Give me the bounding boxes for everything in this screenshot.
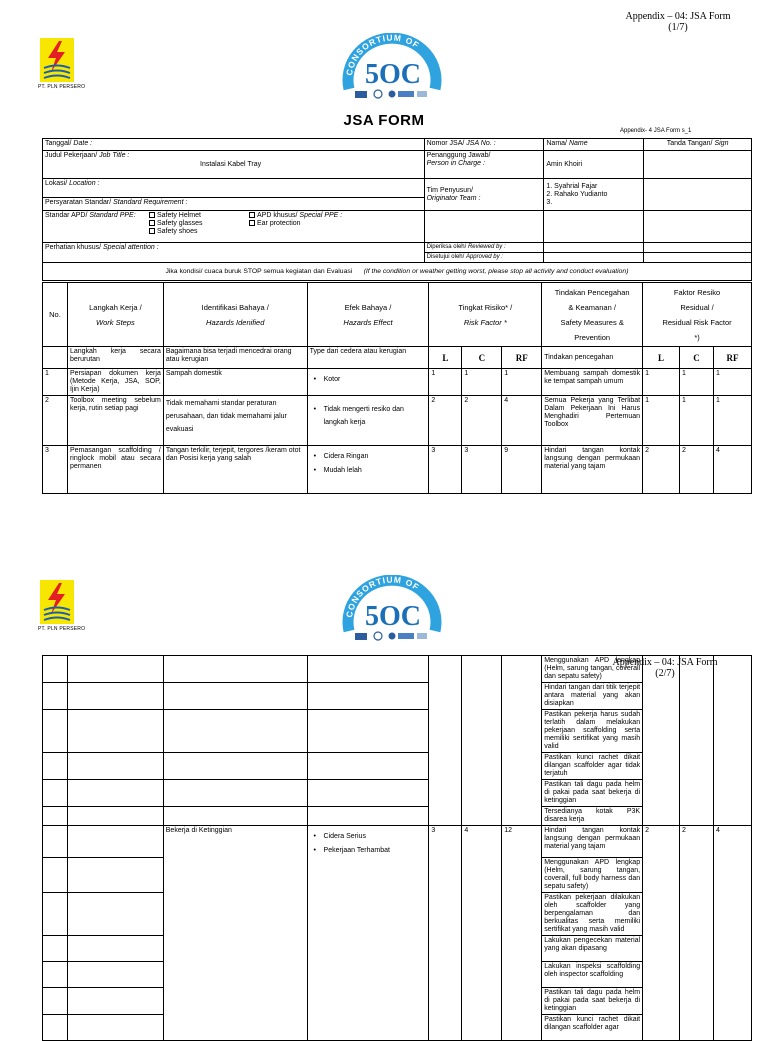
row-l: 3 xyxy=(429,446,462,494)
apd-item-ear[interactable] xyxy=(249,220,342,228)
tim-member-1: 1. Syahrial Fajar xyxy=(546,182,598,190)
col-no: No. xyxy=(43,283,68,347)
pj-value: Amin Khoiri xyxy=(544,151,644,179)
pln-logo-2 xyxy=(40,580,74,624)
blank-cell xyxy=(43,936,68,962)
jsa-table-page2 xyxy=(42,655,752,1041)
apd-item-label: Ear protection xyxy=(257,220,301,227)
consortium-logo-2 xyxy=(337,575,447,647)
lightning-bolt-icon xyxy=(40,38,74,82)
nama-label-en: Name xyxy=(568,140,588,147)
sub-efek: Type dari cedera atau kerugian xyxy=(307,347,429,369)
blank-cell xyxy=(163,807,307,826)
row-rf2: 1 xyxy=(713,369,751,396)
tim-sign xyxy=(644,179,752,211)
effect-item: • Cidera Ringan xyxy=(314,453,427,461)
action-item: Pastikan kunci rachet dikait dilangan scaffolder agar tidak terjatuh xyxy=(542,753,643,780)
nomor-label: Nomor JSA/ xyxy=(426,140,467,147)
row-l2: 1 xyxy=(643,396,680,446)
blank-cell xyxy=(43,753,68,780)
blank-cell xyxy=(43,893,68,936)
col-identifikasi-en: Hazards Idenified xyxy=(206,317,265,327)
lokasi-label-en: Location : xyxy=(69,180,100,187)
perhatian-label-en: Special attention : xyxy=(102,244,159,251)
row-hazard: Tidak memahami standar peraturan perusahaan, dan tidak memahami jalur evakuasi xyxy=(163,396,307,446)
table-row xyxy=(43,396,752,446)
nomor-cell xyxy=(424,139,544,151)
row-l2: 2 xyxy=(643,446,680,494)
blank-cell xyxy=(644,253,752,263)
tim-member-2: 2. Rahako Yudianto xyxy=(546,190,608,198)
effect-item: • Kotor xyxy=(314,376,427,384)
sub-tindakan: Tindakan pencegahan xyxy=(542,347,643,369)
persyaratan-label-en: Standard Requirement : xyxy=(113,199,188,206)
col-identifikasi-id: Identifikasi Bahaya / xyxy=(201,302,269,312)
blank-cell xyxy=(307,656,429,683)
consortium-logo xyxy=(337,33,447,105)
blank-cell xyxy=(67,988,163,1015)
blank-cell xyxy=(67,962,163,988)
soc-text: 5OC xyxy=(365,59,421,90)
nama-label: Nama/ xyxy=(546,140,569,147)
col-tindakan-4: Prevention xyxy=(574,332,611,342)
col-efek xyxy=(307,283,429,347)
blank-cell xyxy=(544,253,644,263)
blank-cell xyxy=(163,753,307,780)
blank-cell xyxy=(713,656,751,826)
apd-label-en: Standard PPE: xyxy=(89,212,136,219)
soc-text-2: 5OC xyxy=(365,601,421,632)
blank-cell xyxy=(67,683,163,710)
sub-rf: RF xyxy=(502,347,542,369)
col-tingkat xyxy=(429,283,542,347)
blank-cell xyxy=(43,962,68,988)
action-item: Lakukan inspeksi scaffolding oleh inspector scaffolding xyxy=(542,962,643,988)
col-tindakan-1: Tindakan Pencegahan xyxy=(554,287,630,297)
action-item: Menggunakan APD lengkap (Helm, sarung tangan, coverall dan sepatu safety) xyxy=(542,656,643,683)
blank-cell xyxy=(43,858,68,893)
blank-cell xyxy=(67,710,163,753)
disetujui-label-en: Approved by : xyxy=(465,254,503,260)
blank-cell xyxy=(643,656,680,826)
blank-cell xyxy=(43,710,68,753)
apd-item-label: Safety Helmet xyxy=(157,212,201,219)
table-row xyxy=(43,369,752,396)
row-no: 3 xyxy=(43,446,68,494)
warning-row xyxy=(43,263,752,281)
col-faktor-4: *) xyxy=(694,332,700,342)
perhatian-cell xyxy=(43,243,425,263)
row-l2: 2 xyxy=(643,826,680,1041)
tanggal-label-en: Date : xyxy=(73,140,93,147)
blank-cell xyxy=(163,683,307,710)
col-tingkat-id: Tingkat Risiko* / xyxy=(458,302,513,312)
checkbox[interactable] xyxy=(149,212,155,218)
apd-item-label: Safety glasses xyxy=(157,220,203,227)
col-faktor-2: Residual / xyxy=(680,302,714,312)
row-action: Membuang sampah domestik ke tempat sampah umum xyxy=(542,369,643,396)
row-rf: 1 xyxy=(502,369,542,396)
row-hazard: Sampah domestik xyxy=(163,369,307,396)
row-step: Toolbox meeting sebelum kerja, rutin setiap pagi xyxy=(67,396,163,446)
blank-cell xyxy=(43,988,68,1015)
persyaratan-label: Persyaratan Standar/ xyxy=(45,199,114,206)
appendix-title-2: Appendix – 04: JSA Form xyxy=(612,657,718,668)
blank-cell xyxy=(307,780,429,807)
col-tindakan-2: & Keamanan / xyxy=(568,302,616,312)
blank-cell xyxy=(43,656,68,683)
row-no: 2 xyxy=(43,396,68,446)
col-langkah xyxy=(67,283,163,347)
row-c2: 1 xyxy=(680,369,714,396)
tim-label: Tim Penyusun/ xyxy=(426,186,474,194)
pln-logo xyxy=(40,38,74,82)
row-step: Persiapan dokumen kerja (Metode Kerja, JSA, SOP, Ijin Kerja) xyxy=(67,369,163,396)
pj-label-en: Person in Charge : xyxy=(426,160,485,167)
row-c: 2 xyxy=(462,396,502,446)
consortium-seal-icon xyxy=(337,575,447,647)
row-l: 2 xyxy=(429,396,462,446)
row-l: 3 xyxy=(429,826,462,1041)
blank-cell xyxy=(462,656,502,826)
appendix-ref: Appendix- 4 JSA Form s_1 xyxy=(620,128,692,134)
row-c: 1 xyxy=(462,369,502,396)
col-faktor-1: Faktor Resiko xyxy=(673,287,721,297)
col-langkah-en: Work Steps xyxy=(96,317,135,327)
tanggal-cell xyxy=(43,139,425,151)
tanggal-label: Tanggal/ xyxy=(45,140,74,147)
lightning-bolt-icon xyxy=(40,580,74,624)
action-item: Hindari tangan dari titik terjepit antara material yang akan disiapkan xyxy=(542,683,643,710)
action-item: Pastikan tali dagu pada helm di pakai pada saat bekerja di ketinggian xyxy=(542,988,643,1015)
tim-cell xyxy=(424,179,544,211)
blank-cell xyxy=(163,710,307,753)
judul-label-en: Job Title : xyxy=(99,152,130,159)
col-efek-en: Hazards Effect xyxy=(343,317,393,327)
blank-cell xyxy=(67,753,163,780)
judul-cell xyxy=(43,151,425,179)
blank-cell xyxy=(544,243,644,253)
effect-item: • Pekerjaan Terhambat xyxy=(314,847,427,855)
tim-label-en: Originator Team : xyxy=(426,194,481,202)
blank-cell xyxy=(43,807,68,826)
col-tindakan xyxy=(542,283,643,347)
action-item: Pastikan pekerja harus sudah terlatih dalam melakukan pekerjaan scaffolding serta memiliki sertifikat yang masih valid xyxy=(542,710,643,753)
row-action: Semua Pekerja yang Terlibat Dalam Pekerjaan Ini Harus Menghadiri Pertemuan Toolbox xyxy=(542,396,643,446)
effect-item: • Tidak mengerti resiko dan langkah kerja xyxy=(314,403,427,429)
row-rf: 12 xyxy=(502,826,542,1041)
row-rf: 9 xyxy=(502,446,542,494)
blank-cell xyxy=(67,807,163,826)
blank-cell xyxy=(680,656,714,826)
apd-khusus-label: APD khusus/ xyxy=(257,212,300,219)
sub-l: L xyxy=(429,347,462,369)
action-item: Lakukan pengecekan material yang akan dipasang xyxy=(542,936,643,962)
checkbox[interactable] xyxy=(249,220,255,226)
blank-cell xyxy=(307,683,429,710)
judul-value: Instalasi Kabel Tray xyxy=(200,161,262,168)
apd-item-label: Safety shoes xyxy=(157,228,198,235)
col-faktor xyxy=(643,283,752,347)
action-item: Hindari tangan kontak langsung dengan permukaan material yang tajam xyxy=(542,826,643,858)
action-item: Pastikan tali dagu pada helm di pakai pada saat bekerja di ketinggian xyxy=(542,780,643,807)
lokasi-cell xyxy=(43,179,425,211)
diperiksa-cell xyxy=(424,243,544,253)
disetujui-label: Disetujui oleh/ xyxy=(426,254,466,260)
sub-identifikasi: Bagaimana bisa terjadi mencedrai orang atau kerugian xyxy=(163,347,307,369)
col-langkah-id: Langkah Kerja / xyxy=(89,302,142,312)
row-action: Hindari tangan kontak langsung dengan permukaan material yang tajam xyxy=(542,446,643,494)
sub-langkah: Langkah kerja secara berurutan xyxy=(67,347,163,369)
blank-cell xyxy=(67,826,163,858)
row-step: Pemasangan scaffolding / ringlock mobil atau secara permanen xyxy=(67,446,163,494)
blank-cell xyxy=(43,826,68,858)
row-effect xyxy=(307,369,429,396)
blank-cell xyxy=(43,347,68,369)
diperiksa-label-en: Reviewed by : xyxy=(467,244,506,250)
row-l: 1 xyxy=(429,369,462,396)
checkbox[interactable] xyxy=(149,220,155,226)
row-c2: 1 xyxy=(680,396,714,446)
col-faktor-3: Residual Risk Factor xyxy=(662,317,732,327)
page-number: (1/7) xyxy=(668,22,688,33)
blank-cell xyxy=(544,211,644,243)
action-item: Pastikan pekerjaan dilakukan oleh scaffolder yang berpengalaman dan berkualitas serta memiliki sertifikat yang masih valid xyxy=(542,893,643,936)
checkbox[interactable] xyxy=(149,228,155,234)
judul-label: Judul Pekerjaan/ xyxy=(45,152,100,159)
appendix-label-2 xyxy=(600,657,730,679)
pln-caption: PT. PLN PERSERO xyxy=(38,84,86,90)
blank-cell xyxy=(163,780,307,807)
col-tindakan-3: Safety Measures & xyxy=(560,317,624,327)
row-effect xyxy=(307,826,429,1041)
warning-en: (If the condition or weather getting worst, please stop all activity and conduct evaluation) xyxy=(363,267,629,275)
col-identifikasi xyxy=(163,283,307,347)
pj-cell xyxy=(424,151,544,179)
blank-cell xyxy=(307,710,429,753)
blank-cell xyxy=(429,656,462,826)
ttd-label-en: Sign xyxy=(714,140,729,147)
consortium-arc-text-2: CONSORTIUM OF xyxy=(344,575,422,619)
effect-item: • Cidera Serius xyxy=(314,833,427,841)
checkbox[interactable] xyxy=(249,212,255,218)
row-l2: 1 xyxy=(643,369,680,396)
row-c2: 2 xyxy=(680,826,714,1041)
row-rf2: 4 xyxy=(713,826,751,1041)
warning-id: Jika kondisi/ cuaca buruk STOP semua kegiatan dan Evaluasi xyxy=(165,267,353,275)
ttd-cell xyxy=(644,139,752,151)
row-effect xyxy=(307,396,429,446)
page-number-2: (2/7) xyxy=(655,668,675,679)
sub-l2: L xyxy=(643,347,680,369)
consortium-arc-text: CONSORTIUM OF xyxy=(344,33,422,77)
nama-cell xyxy=(544,139,644,151)
table-row xyxy=(43,446,752,494)
disetujui-cell xyxy=(424,253,544,263)
nomor-label-en: JSA No. : xyxy=(466,140,496,147)
apd-label: Standar APD/ xyxy=(45,212,90,219)
apd-cell xyxy=(43,211,425,243)
blank-cell xyxy=(163,656,307,683)
row-effect xyxy=(307,446,429,494)
sub-rf2: RF xyxy=(713,347,751,369)
row-rf: 4 xyxy=(502,396,542,446)
row-c: 3 xyxy=(462,446,502,494)
row-rf2: 4 xyxy=(713,446,751,494)
action-item: Pastikan kunci rachet dikait dilangan scaffolder agar xyxy=(542,1015,643,1041)
appendix-label xyxy=(618,11,738,33)
blank-cell xyxy=(67,858,163,893)
action-item: Menggunakan APD lengkap (Helm, sarung tangan, coverall, full body harness dan sepatu safety) xyxy=(542,858,643,893)
lokasi-label: Lokasi/ xyxy=(45,180,70,187)
blank-cell xyxy=(43,780,68,807)
blank-cell xyxy=(67,656,163,683)
sub-c2: C xyxy=(680,347,714,369)
blank-cell xyxy=(43,1015,68,1041)
blank-cell xyxy=(307,753,429,780)
blank-cell xyxy=(644,211,752,243)
row-c2: 2 xyxy=(680,446,714,494)
row-rf2: 1 xyxy=(713,396,751,446)
consortium-seal-icon xyxy=(337,33,447,105)
effect-item: • Mudah lelah xyxy=(314,467,427,475)
table-row xyxy=(43,826,752,858)
row-hazard: Tangan terkilir, terjepit, tergores /keram otot dan Posisi kerja yang salah xyxy=(163,446,307,494)
pln-caption-2: PT. PLN PERSERO xyxy=(38,626,86,632)
perhatian-label: Perhatian khusus/ xyxy=(45,244,103,251)
row-no: 1 xyxy=(43,369,68,396)
ttd-label: Tanda Tangan/ xyxy=(666,140,715,147)
pj-sign xyxy=(644,151,752,179)
col-tingkat-en: Risk Factor * xyxy=(463,317,507,327)
jsa-table xyxy=(42,282,752,494)
row-c: 4 xyxy=(462,826,502,1041)
blank-cell xyxy=(502,656,542,826)
blank-cell xyxy=(67,893,163,936)
blank-cell xyxy=(644,243,752,253)
tim-values xyxy=(544,179,644,211)
blank-cell xyxy=(67,1015,163,1041)
appendix-title: Appendix – 04: JSA Form xyxy=(625,11,731,22)
apd-khusus[interactable] xyxy=(249,212,342,220)
blank-cell xyxy=(43,683,68,710)
row-hazard: Bekerja di Ketinggian xyxy=(163,826,307,1041)
info-table xyxy=(42,138,752,281)
blank-cell xyxy=(67,780,163,807)
action-item: Tersedianya kotak P3K disarea kerja xyxy=(542,807,643,826)
blank-cell xyxy=(307,807,429,826)
pj-label: Penanggung Jawab/ xyxy=(426,152,491,159)
tim-member-3: 3. xyxy=(546,198,553,206)
diperiksa-label: Diperiksa oleh/ xyxy=(426,244,468,250)
blank-cell xyxy=(424,211,544,243)
col-efek-id: Efek Bahaya / xyxy=(344,302,392,312)
apd-item-shoes[interactable] xyxy=(149,228,249,236)
form-title: JSA FORM xyxy=(343,112,425,129)
apd-item-glasses[interactable] xyxy=(149,220,249,228)
apd-khusus-label-en: Special PPE : xyxy=(299,212,343,219)
apd-item-helmet[interactable] xyxy=(149,212,249,220)
sub-c: C xyxy=(462,347,502,369)
blank-cell xyxy=(67,936,163,962)
